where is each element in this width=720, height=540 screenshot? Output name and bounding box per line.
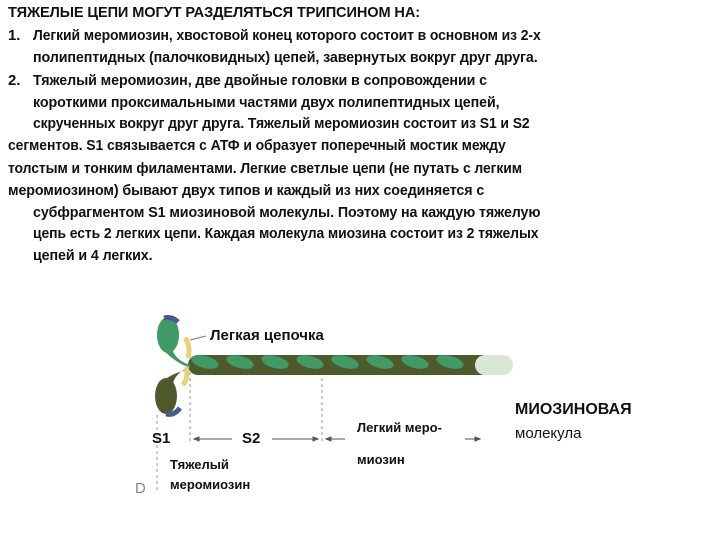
paragraph-line5: цепь есть 2 легких цепи. Каждая молекула миозина состоит из 2 тяжелых [33, 225, 539, 242]
label-myosin-line1: МИОЗИНОВАЯ [515, 401, 632, 418]
paragraph-line6: цепей и 4 легких. [33, 247, 153, 264]
light-chain-icon [185, 338, 189, 358]
label-light-chain: Легкая цепочка [210, 327, 324, 344]
label-lmm-line1: Легкий меро- [357, 420, 442, 435]
paragraph-line2: толстым и тонким филаментами. Легкие светлые цепи (не путать с легким [8, 160, 522, 177]
item2-line2: короткими проксимальными частями двух полипептидных цепей, [33, 94, 500, 111]
item2-line3: скрученных вокруг друг друга. Тяжелый меромиозин состоит из S1 и S2 [33, 115, 530, 132]
label-myosin-line2: молекула [515, 425, 582, 442]
label-hmm-line2: меромиозин [170, 477, 251, 492]
item2-number: 2. [8, 72, 21, 89]
item1-number: 1. [8, 27, 21, 44]
label-lmm-line2: миозин [357, 452, 405, 467]
myosin-tail [188, 353, 515, 377]
corner-letter: D [135, 480, 146, 497]
label-hmm-line1: Тяжелый [170, 457, 229, 472]
label-s2: S2 [242, 430, 261, 447]
item2-line1: Тяжелый меромиозин, две двойные головки в сопровождении с [33, 72, 487, 89]
item1-line2: полипептидных (палочковидных) цепей, завернутых вокруг друг друга. [33, 49, 538, 66]
slide-title: ТЯЖЕЛЫЕ ЦЕПИ МОГУТ РАЗДЕЛЯТЬСЯ ТРИПСИНОМ НА: [8, 4, 421, 21]
paragraph-line4: субфрагментом S1 миозиновой молекулы. Поэтому на каждую тяжелую [33, 204, 541, 221]
label-s1: S1 [152, 430, 171, 447]
range-arrows [194, 437, 480, 441]
boundary-lines [157, 372, 322, 490]
paragraph-line1: сегментов. S1 связывается с АТФ и образует поперечный мостик между [8, 137, 506, 154]
paragraph-line3: меромиозином) бывают двух типов и каждый из них соединяется с [8, 182, 485, 199]
item1-line1: Легкий меромиозин, хвостовой конец которого состоит в основном из 2-х [33, 27, 541, 44]
